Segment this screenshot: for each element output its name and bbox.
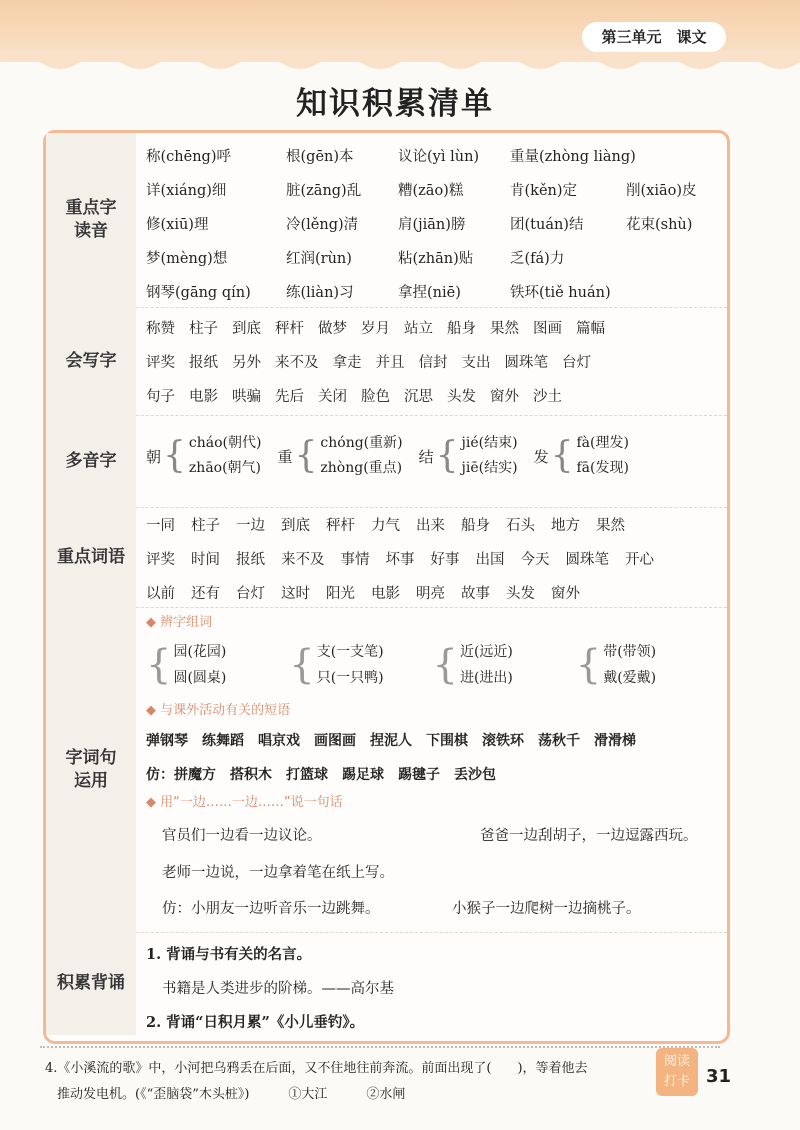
key-word: 台灯 <box>236 585 265 602</box>
footer-question: 4.《小溪流的歌》中，小河把乌鸦丢在后面，又不住地往前奔流。前面出现了( )，等着他去 推动发电机。(《“歪脑袋”木头桩》) ①大江 ②水闸 <box>45 1061 588 1102</box>
key-word: 出国 <box>475 551 505 568</box>
brace-icon: { <box>163 435 186 476</box>
pinyin-label: 重点字 读音 <box>46 133 136 307</box>
write-word: 岁月 <box>361 320 390 337</box>
write-row <box>146 378 719 412</box>
polyphone-char: 重 <box>277 447 293 466</box>
key-word: 窗外 <box>551 585 580 602</box>
brace-icon: { <box>432 642 458 688</box>
key-word: 果然 <box>596 517 625 534</box>
bianzi-word: 只(一只鸭) <box>316 670 384 686</box>
write-word: 电影 <box>189 388 218 405</box>
key-word: 时间 <box>191 551 220 568</box>
brace-icon: { <box>550 435 574 476</box>
write-word: 做梦 <box>318 320 347 337</box>
write-word: 关闭 <box>318 388 347 405</box>
write-word: 先后 <box>275 388 304 405</box>
key-word: 阳光 <box>326 585 355 602</box>
bianzi-word: 支(一支笔) <box>316 644 384 660</box>
key-word: 这时 <box>281 585 310 602</box>
key-word: 石头 <box>506 517 535 534</box>
polyphone-reading: chóng(重新) <box>320 435 403 451</box>
write-label: 会写字 <box>46 307 136 415</box>
key-word: 电影 <box>371 585 400 602</box>
polyphone-item <box>419 431 518 481</box>
write-word: 图画 <box>533 320 562 337</box>
brace-icon: { <box>146 642 172 688</box>
write-word: 句子 <box>146 388 175 405</box>
key-word: 坏事 <box>385 551 415 568</box>
word-row <box>146 541 719 575</box>
write-word: 沙土 <box>533 388 562 405</box>
polyphone-item <box>146 431 261 481</box>
write-word: 果然 <box>490 320 519 337</box>
recite-label: 积累背诵 <box>46 932 136 1035</box>
pinyin-row: 称(chēng)呼 根(gēn)本 议论(yì lùn) 重量(zhòng liàng) <box>146 148 636 165</box>
brace-icon: { <box>435 435 459 476</box>
bianzi-item <box>289 639 432 691</box>
polyphone-reading: zhòng(重点) <box>320 460 403 476</box>
page-number: 31 <box>706 1066 732 1087</box>
write-word: 哄骗 <box>232 388 261 405</box>
key-word: 地方 <box>551 517 580 534</box>
write-word: 船身 <box>447 320 476 337</box>
write-word: 秤杆 <box>275 320 304 337</box>
page-title: 知识积累清单 <box>296 86 494 122</box>
write-word: 篇幅 <box>576 320 605 337</box>
usage-section <box>46 607 727 933</box>
usage-label: 字词句 运用 <box>46 607 136 932</box>
key-word: 故事 <box>461 585 490 602</box>
phrase-row: 弹钢琴 练舞蹈 唱京戏 画图画 捏泥人 下围棋 滚铁环 荡秋千 滑滑梯 <box>146 733 636 749</box>
write-word: 称赞 <box>146 320 175 337</box>
write-word: 沉思 <box>404 388 433 405</box>
reading-checkin-badge[interactable]: 阅读 打卡 <box>656 1048 698 1096</box>
write-word: 拿走 <box>332 354 362 371</box>
recite-line: 1. 背诵与书有关的名言。 <box>146 945 312 963</box>
key-word: 一同 <box>146 517 175 534</box>
key-word: 开心 <box>625 551 654 568</box>
write-word: 台灯 <box>562 354 591 371</box>
write-word: 窗外 <box>490 388 519 405</box>
bianzi-word: 戴(爱戴) <box>603 670 657 686</box>
write-section <box>46 307 727 416</box>
footer-divider <box>40 1046 720 1048</box>
polyphone-reading: fā(发现) <box>576 460 629 476</box>
key-word: 圆珠笔 <box>565 551 609 568</box>
brace-icon: { <box>289 642 315 688</box>
word-row <box>146 575 719 609</box>
bianzi-heading: ◆ 辨字组词 <box>146 615 213 630</box>
bianzi-item <box>433 639 576 691</box>
key-word: 评奖 <box>146 551 175 568</box>
sentence: 仿：小朋友一边听音乐一边跳舞。 <box>162 900 380 917</box>
write-word: 来不及 <box>275 354 319 371</box>
words-label: 重点词语 <box>46 507 136 607</box>
write-row <box>146 310 719 344</box>
write-word: 到底 <box>232 320 261 337</box>
write-word: 圆珠笔 <box>504 354 548 371</box>
polyphone-reading: jiē(结实) <box>461 460 518 476</box>
polyphone-section <box>46 415 727 508</box>
sentence: 老师一边说，一边拿着笔在纸上写。 <box>162 864 394 881</box>
pinyin-row: 修(xiū)理 冷(lěng)清 肩(jiān)膀 团(tuán)结 花束(shù) <box>146 216 693 233</box>
polyphone-reading: jié(结束) <box>461 435 518 451</box>
recite-line: 2. 背诵“日积月累”《小儿垂钓》。 <box>146 1013 365 1031</box>
knowledge-card <box>43 130 730 1044</box>
key-word: 柱子 <box>191 517 220 534</box>
pinyin-row: 钢琴(gāng qín) 练(liàn)习 拿捏(niē) 铁环(tiě huán) <box>146 284 611 301</box>
write-word: 支出 <box>461 354 491 371</box>
write-word: 另外 <box>232 354 261 371</box>
bianzi-item <box>576 639 719 691</box>
word-row <box>146 507 719 541</box>
phrase-row: 仿：拼魔方 搭积木 打篮球 踢足球 踢毽子 丢沙包 <box>146 767 496 783</box>
key-word: 以前 <box>146 585 175 602</box>
key-word: 事情 <box>340 551 370 568</box>
brace-icon: { <box>294 435 318 476</box>
write-row <box>146 344 719 378</box>
pinyin-section <box>46 133 727 308</box>
key-word: 来不及 <box>281 551 325 568</box>
polyphone-reading: fà(理发) <box>576 435 629 451</box>
bianzi-word: 带(带领) <box>603 644 657 660</box>
polyphone-item <box>534 431 629 481</box>
write-word: 报纸 <box>189 354 218 371</box>
key-word: 出来 <box>416 517 445 534</box>
bianzi-word: 近(远近) <box>459 644 513 660</box>
write-word: 评奖 <box>146 354 175 371</box>
key-word: 还有 <box>191 585 220 602</box>
key-word: 一边 <box>236 517 265 534</box>
unit-tag: 第三单元 课文 <box>582 22 726 52</box>
key-word: 头发 <box>506 585 535 602</box>
key-word: 报纸 <box>236 551 265 568</box>
words-section <box>46 507 727 608</box>
polyphone-item <box>277 431 402 481</box>
sentence: 官员们一边看一边议论。 <box>162 827 322 844</box>
key-word: 今天 <box>520 551 550 568</box>
key-word: 明亮 <box>416 585 445 602</box>
write-word: 信封 <box>418 354 448 371</box>
pinyin-row: 梦(mèng)想 红润(rùn) 粘(zhān)贴 乏(fá)力 <box>146 250 565 267</box>
write-word: 并且 <box>375 354 405 371</box>
polyphone-char: 结 <box>418 447 434 466</box>
write-word: 头发 <box>447 388 476 405</box>
write-word: 站立 <box>404 320 433 337</box>
sentence: 爸爸一边刮胡子，一边逗露西玩。 <box>480 827 698 844</box>
polyphone-label: 多音字 <box>46 415 136 507</box>
bianzi-item <box>146 639 289 691</box>
bianzi-word: 园(花园) <box>173 644 227 660</box>
phrase-heading: ◆ 与课外活动有关的短语 <box>146 703 291 718</box>
key-word: 力气 <box>371 517 400 534</box>
polyphone-char: 朝 <box>146 447 162 466</box>
recite-section <box>46 932 727 1035</box>
key-word: 好事 <box>430 551 460 568</box>
polyphone-reading: zhāo(朝气) <box>188 460 262 476</box>
brace-icon: { <box>575 642 602 688</box>
polyphone-reading: cháo(朝代) <box>188 435 262 451</box>
write-word: 脸色 <box>361 388 390 405</box>
sentence-heading: ◆ 用“一边……一边……”说一句话 <box>146 795 343 810</box>
bianzi-word: 圆(圆桌) <box>173 670 227 686</box>
key-word: 到底 <box>281 517 310 534</box>
bianzi-word: 进(进出) <box>459 670 513 686</box>
key-word: 船身 <box>461 517 490 534</box>
key-word: 秤杆 <box>326 517 355 534</box>
pinyin-row: 详(xiáng)细 脏(zāng)乱 糟(zāo)糕 肯(kěn)定 削(xiāo)皮 <box>146 182 697 199</box>
polyphone-char: 发 <box>533 447 549 466</box>
wave-decoration <box>0 50 800 76</box>
sentence: 小猴子一边爬树一边摘桃子。 <box>452 900 641 917</box>
write-rows <box>146 310 719 412</box>
recite-line: 书籍是人类进步的阶梯。——高尔基 <box>162 980 394 997</box>
write-word: 柱子 <box>189 320 218 337</box>
bianzi-list <box>146 635 719 695</box>
